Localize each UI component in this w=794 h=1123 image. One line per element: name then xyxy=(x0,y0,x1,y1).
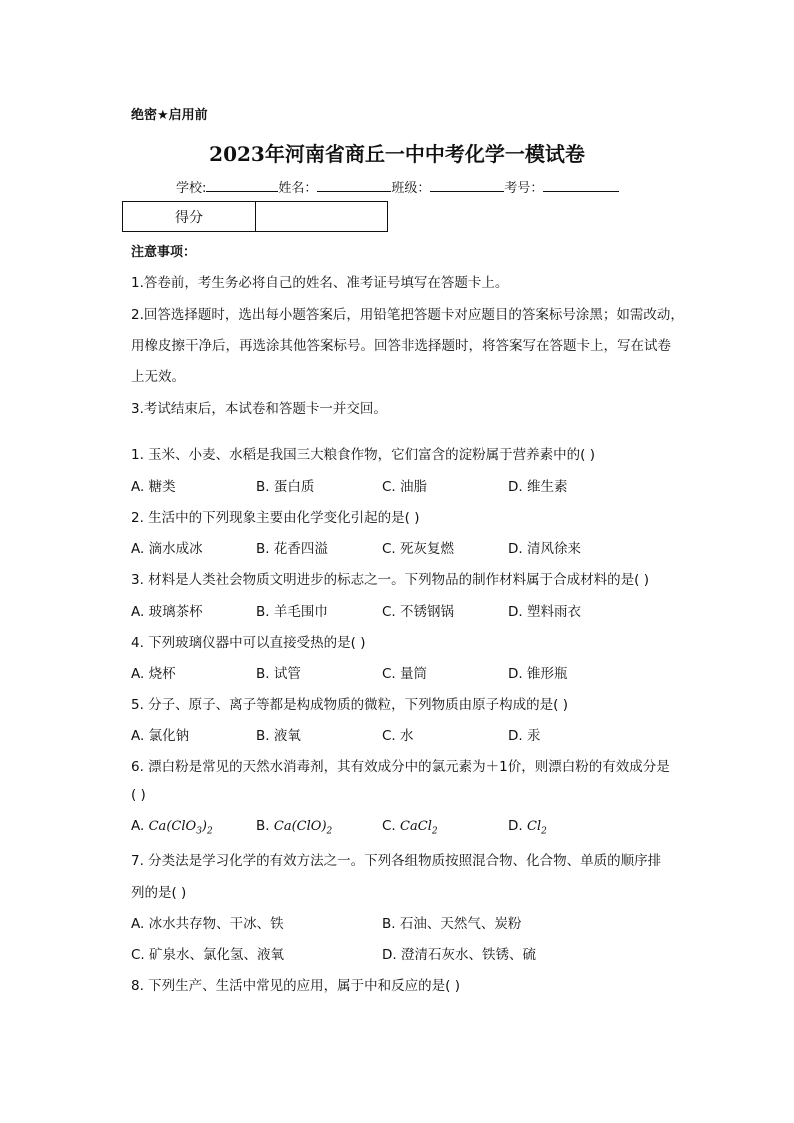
question-6-option-a[interactable] xyxy=(131,818,213,837)
name-blank[interactable] xyxy=(317,177,391,192)
option-letter: A. xyxy=(131,818,145,834)
question-1-option-a[interactable]: A. 糖类 xyxy=(131,479,176,495)
notice-item-2-line-1: 2.回答选择题时，选出每小题答案后，用铅笔把答题卡对应题目的答案标号涂黑；如需改动， xyxy=(131,307,684,323)
option-letter: C. xyxy=(382,818,396,834)
question-7-option-d[interactable]: D. 澄清石灰水、铁锈、硫 xyxy=(382,947,536,963)
question-2-option-a[interactable]: A. 滴水成冰 xyxy=(131,541,203,557)
question-4-option-b[interactable]: B. 试管 xyxy=(256,666,301,682)
score-table xyxy=(122,201,388,232)
formula-ca-clo-2: $Ca(ClO)_2$ xyxy=(273,819,333,837)
question-2-option-d[interactable]: D. 清风徐来 xyxy=(508,541,581,557)
question-8-stem: 8. 下列生产、生活中常见的应用，属于中和反应的是( ) xyxy=(131,978,460,994)
student-info-line xyxy=(176,177,619,196)
exam-no-label: 考号： xyxy=(504,181,544,196)
question-4-option-c[interactable]: C. 量筒 xyxy=(382,666,428,682)
question-4-stem: 4. 下列玻璃仪器中可以直接受热的是( ) xyxy=(131,635,366,651)
question-5-option-c[interactable]: C. 水 xyxy=(382,728,414,744)
question-7-stem-line-2: 列的是( ) xyxy=(131,885,187,901)
score-value-cell[interactable] xyxy=(256,202,388,232)
notice-item-1: 1.答卷前，考生务必将自己的姓名、准考证号填写在答题卡上。 xyxy=(131,275,509,291)
question-2-option-c[interactable]: C. 死灰复燃 xyxy=(382,541,455,557)
question-7-option-b[interactable]: B. 石油、天然气、炭粉 xyxy=(382,916,522,932)
question-6-option-c[interactable] xyxy=(382,818,438,837)
class-blank[interactable] xyxy=(430,177,504,192)
question-3-option-d[interactable]: D. 塑料雨衣 xyxy=(508,604,581,620)
question-6-stem-line-1: 6. 漂白粉是常见的天然水消毒剂，其有效成分中的氯元素为＋1价，则漂白粉的有效成分是 xyxy=(131,759,670,775)
notice-item-3: 3.考试结束后，本试卷和答题卡一并交回。 xyxy=(131,401,387,417)
question-1-option-d[interactable]: D. 维生素 xyxy=(508,479,568,495)
option-letter: B. xyxy=(256,818,270,834)
notice-item-2-line-2: 用橡皮擦干净后，再选涂其他答案标号。回答非选择题时，将答案写在答题卡上，写在试卷 xyxy=(131,338,671,354)
question-3-option-c[interactable]: C. 不锈钢锅 xyxy=(382,604,455,620)
question-5-option-d[interactable]: D. 汞 xyxy=(508,728,541,744)
question-3-stem: 3. 材料是人类社会物质文明进步的标志之一。下列物品的制作材料属于合成材料的是( ) xyxy=(131,572,649,588)
notice-item-2-line-3: 上无效。 xyxy=(131,369,185,385)
question-7-stem-line-1: 7. 分类法是学习化学的有效方法之一。下列各组物质按照混合物、化合物、单质的顺序排 xyxy=(131,853,662,869)
formula-cl2: $Cl_2$ xyxy=(526,819,547,837)
question-7-option-a[interactable]: A. 冰水共存物、干冰、铁 xyxy=(131,916,284,932)
question-6-option-b[interactable] xyxy=(256,818,332,837)
question-5-stem: 5. 分子、原子、离子等都是构成物质的微粒，下列物质由原子构成的是( ) xyxy=(131,697,568,713)
question-6-stem-line-2: ( ) xyxy=(131,787,146,803)
exam-no-blank[interactable] xyxy=(543,177,619,192)
question-7-option-c[interactable]: C. 矿泉水、氯化氢、液氧 xyxy=(131,947,285,963)
class-label: 班级： xyxy=(391,181,431,196)
formula-cacl2: CaCl$_2$ xyxy=(400,819,438,837)
option-letter: D. xyxy=(508,818,523,834)
school-label: 学校: xyxy=(176,181,207,196)
confidential-mark: 绝密★启用前 xyxy=(131,108,208,123)
question-5-option-b[interactable]: B. 液氧 xyxy=(256,728,301,744)
question-2-option-b[interactable]: B. 花香四溢 xyxy=(256,541,328,557)
question-1-stem: 1. 玉米、小麦、水稻是我国三大粮食作物，它们富含的淀粉属于营养素中的( ) xyxy=(131,447,595,463)
exam-title: 2023年河南省商丘一中中考化学一模试卷 xyxy=(209,142,585,166)
question-5-option-a[interactable]: A. 氯化钠 xyxy=(131,728,190,744)
score-label: 得分 xyxy=(123,202,256,232)
question-3-option-a[interactable]: A. 玻璃茶杯 xyxy=(131,604,203,620)
question-2-stem: 2. 生活中的下列现象主要由化学变化引起的是( ) xyxy=(131,510,420,526)
question-6-option-d[interactable] xyxy=(508,818,547,837)
formula-ca-clo3-2: $Ca(ClO_3)_2$ xyxy=(148,819,213,837)
question-3-option-b[interactable]: B. 羊毛围巾 xyxy=(256,604,328,620)
question-1-option-c[interactable]: C. 油脂 xyxy=(382,479,428,495)
school-blank[interactable] xyxy=(206,177,278,192)
question-4-option-d[interactable]: D. 锥形瓶 xyxy=(508,666,568,682)
question-1-option-b[interactable]: B. 蛋白质 xyxy=(256,479,315,495)
question-4-option-a[interactable]: A. 烧杯 xyxy=(131,666,176,682)
name-label: 姓名： xyxy=(278,181,318,196)
notice-heading: 注意事项： xyxy=(131,245,197,260)
